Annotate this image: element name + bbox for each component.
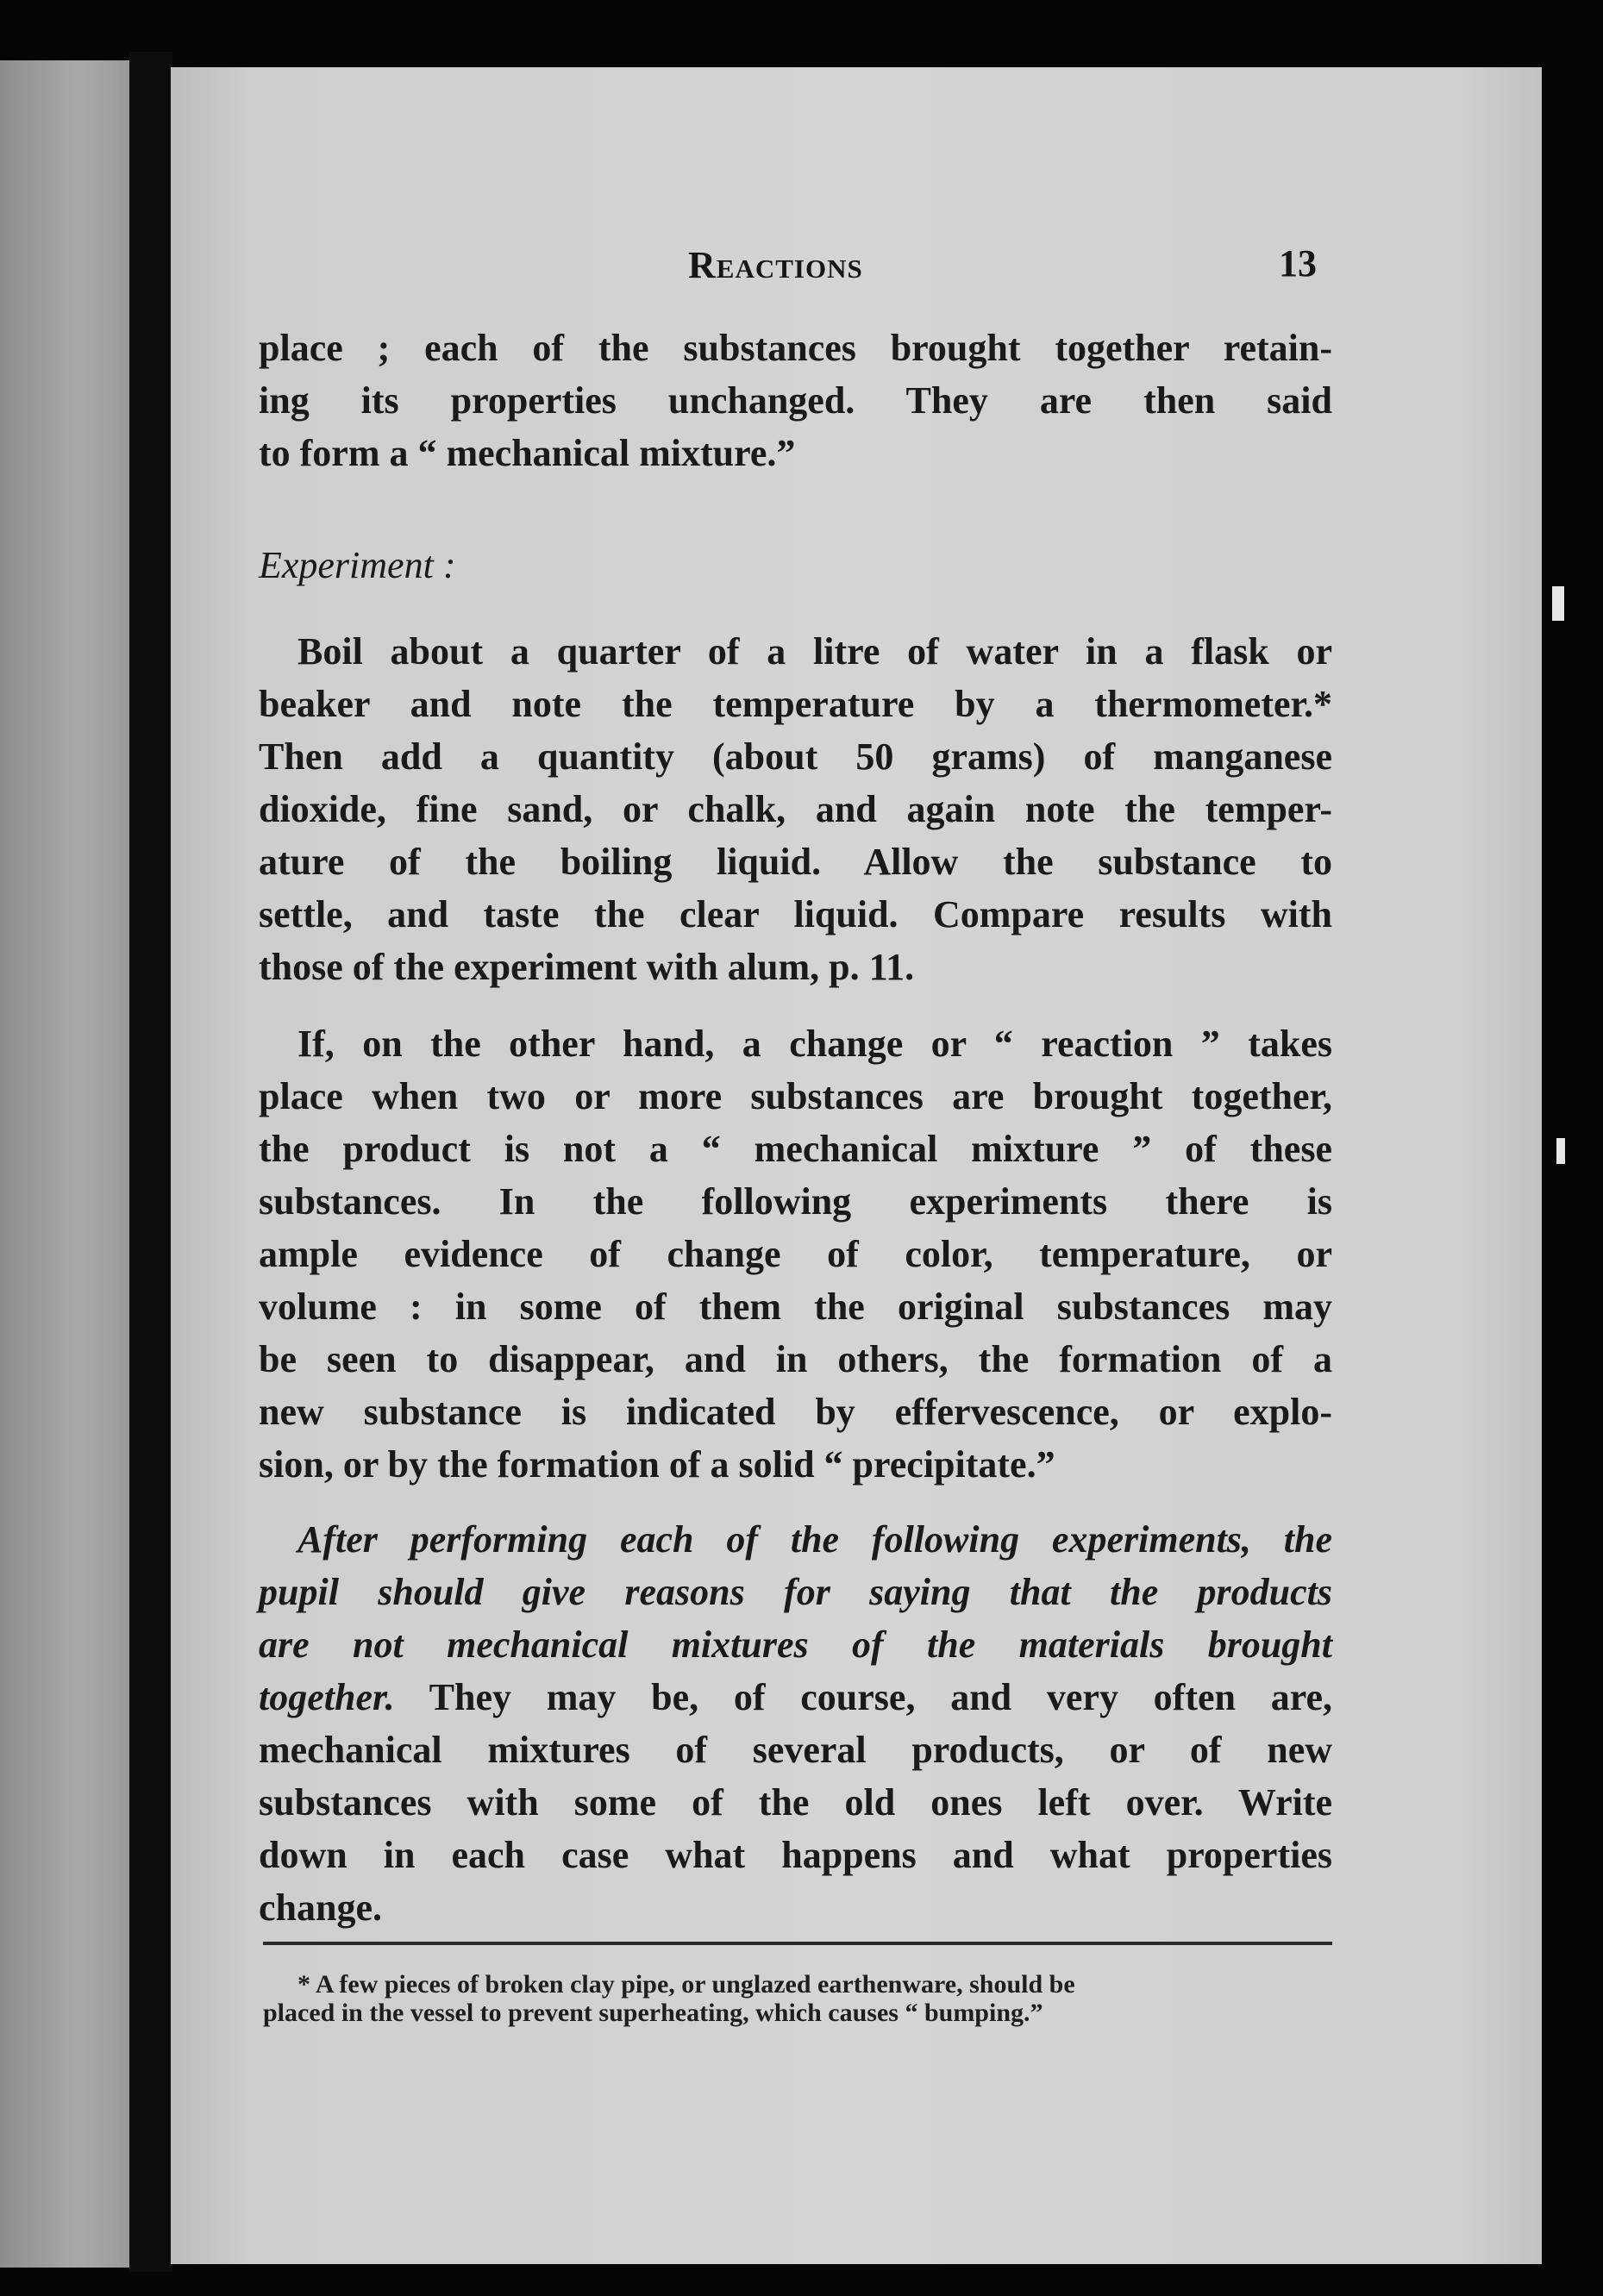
experiment-heading: Experiment : bbox=[259, 544, 456, 586]
scan-artifact bbox=[1556, 1138, 1565, 1164]
text-line: If, on the other hand, a change or “ reaction ” takes bbox=[297, 1023, 1332, 1065]
paragraph-1 bbox=[259, 322, 1332, 479]
text-line: those of the experiment with alum, p. 11. bbox=[259, 946, 915, 988]
book-spine bbox=[129, 52, 172, 2272]
italic-word: together. bbox=[259, 1676, 395, 1718]
text-line: substances with some of the old ones left over. Write bbox=[259, 1781, 1332, 1824]
text-line: new substance is indicated by effervescence, or explo- bbox=[259, 1391, 1332, 1433]
text-line: volume : in some of them the original substances may bbox=[259, 1286, 1332, 1328]
paragraph-reaction bbox=[259, 1017, 1332, 1491]
text-line: settle, and taste the clear liquid. Compare results with bbox=[259, 893, 1332, 935]
text-line: the product is not a “ mechanical mixture ” of these bbox=[259, 1128, 1332, 1170]
scan-artifact bbox=[1552, 586, 1564, 621]
text-line: change. bbox=[259, 1886, 382, 1929]
text-line: ature of the boiling liquid. Allow the substance to bbox=[259, 841, 1332, 883]
text-line-mixed bbox=[259, 1671, 1332, 1724]
footnote-line: placed in the vessel to prevent superheating, which causes “ bumping.” bbox=[263, 1999, 1043, 2027]
running-header bbox=[688, 243, 863, 287]
footnote-line: * A few pieces of broken clay pipe, or unglazed earthenware, should be bbox=[297, 1970, 1075, 1999]
text-run: They may be, of course, and very often are, bbox=[394, 1676, 1332, 1718]
text-line: place when two or more substances are brought together, bbox=[259, 1075, 1332, 1117]
text-line: ample evidence of change of color, temperature, or bbox=[259, 1233, 1332, 1275]
text-line-italic: are not mechanical mixtures of the materials brought bbox=[259, 1623, 1332, 1666]
text-line: sion, or by the formation of a solid “ precipitate.” bbox=[259, 1443, 1055, 1486]
text-line: dioxide, fine sand, or chalk, and again note the temper- bbox=[259, 788, 1332, 830]
footnote bbox=[263, 1970, 1332, 2027]
text-line-italic: pupil should give reasons for saying that the products bbox=[259, 1571, 1332, 1613]
text-line-italic: After performing each of the following experiments, the bbox=[297, 1518, 1332, 1561]
left-page-edge bbox=[0, 60, 129, 2268]
paragraph-instructions bbox=[259, 1513, 1332, 1934]
footnote-rule bbox=[263, 1942, 1332, 1945]
text-line: down in each case what happens and what properties bbox=[259, 1834, 1332, 1876]
text-line: substances. In the following experiments there is bbox=[259, 1180, 1332, 1223]
text-line: ing its properties unchanged. They are then said bbox=[259, 379, 1332, 422]
text-line: Then add a quantity (about 50 grams) of manganese bbox=[259, 735, 1332, 778]
text-line: mechanical mixtures of several products, or of new bbox=[259, 1729, 1332, 1771]
text-line: Boil about a quarter of a litre of water in a flask or bbox=[297, 630, 1332, 673]
text-line: to form a “ mechanical mixture.” bbox=[259, 432, 796, 474]
text-line: be seen to disappear, and in others, the formation of a bbox=[259, 1338, 1332, 1380]
text-line: beaker and note the temperature by a thermometer.* bbox=[259, 683, 1332, 725]
running-header-title: Reactions bbox=[688, 244, 863, 286]
page-number: 13 bbox=[1279, 242, 1317, 285]
paragraph-experiment bbox=[259, 625, 1332, 993]
text-line: place ; each of the substances brought together retain- bbox=[259, 327, 1332, 369]
